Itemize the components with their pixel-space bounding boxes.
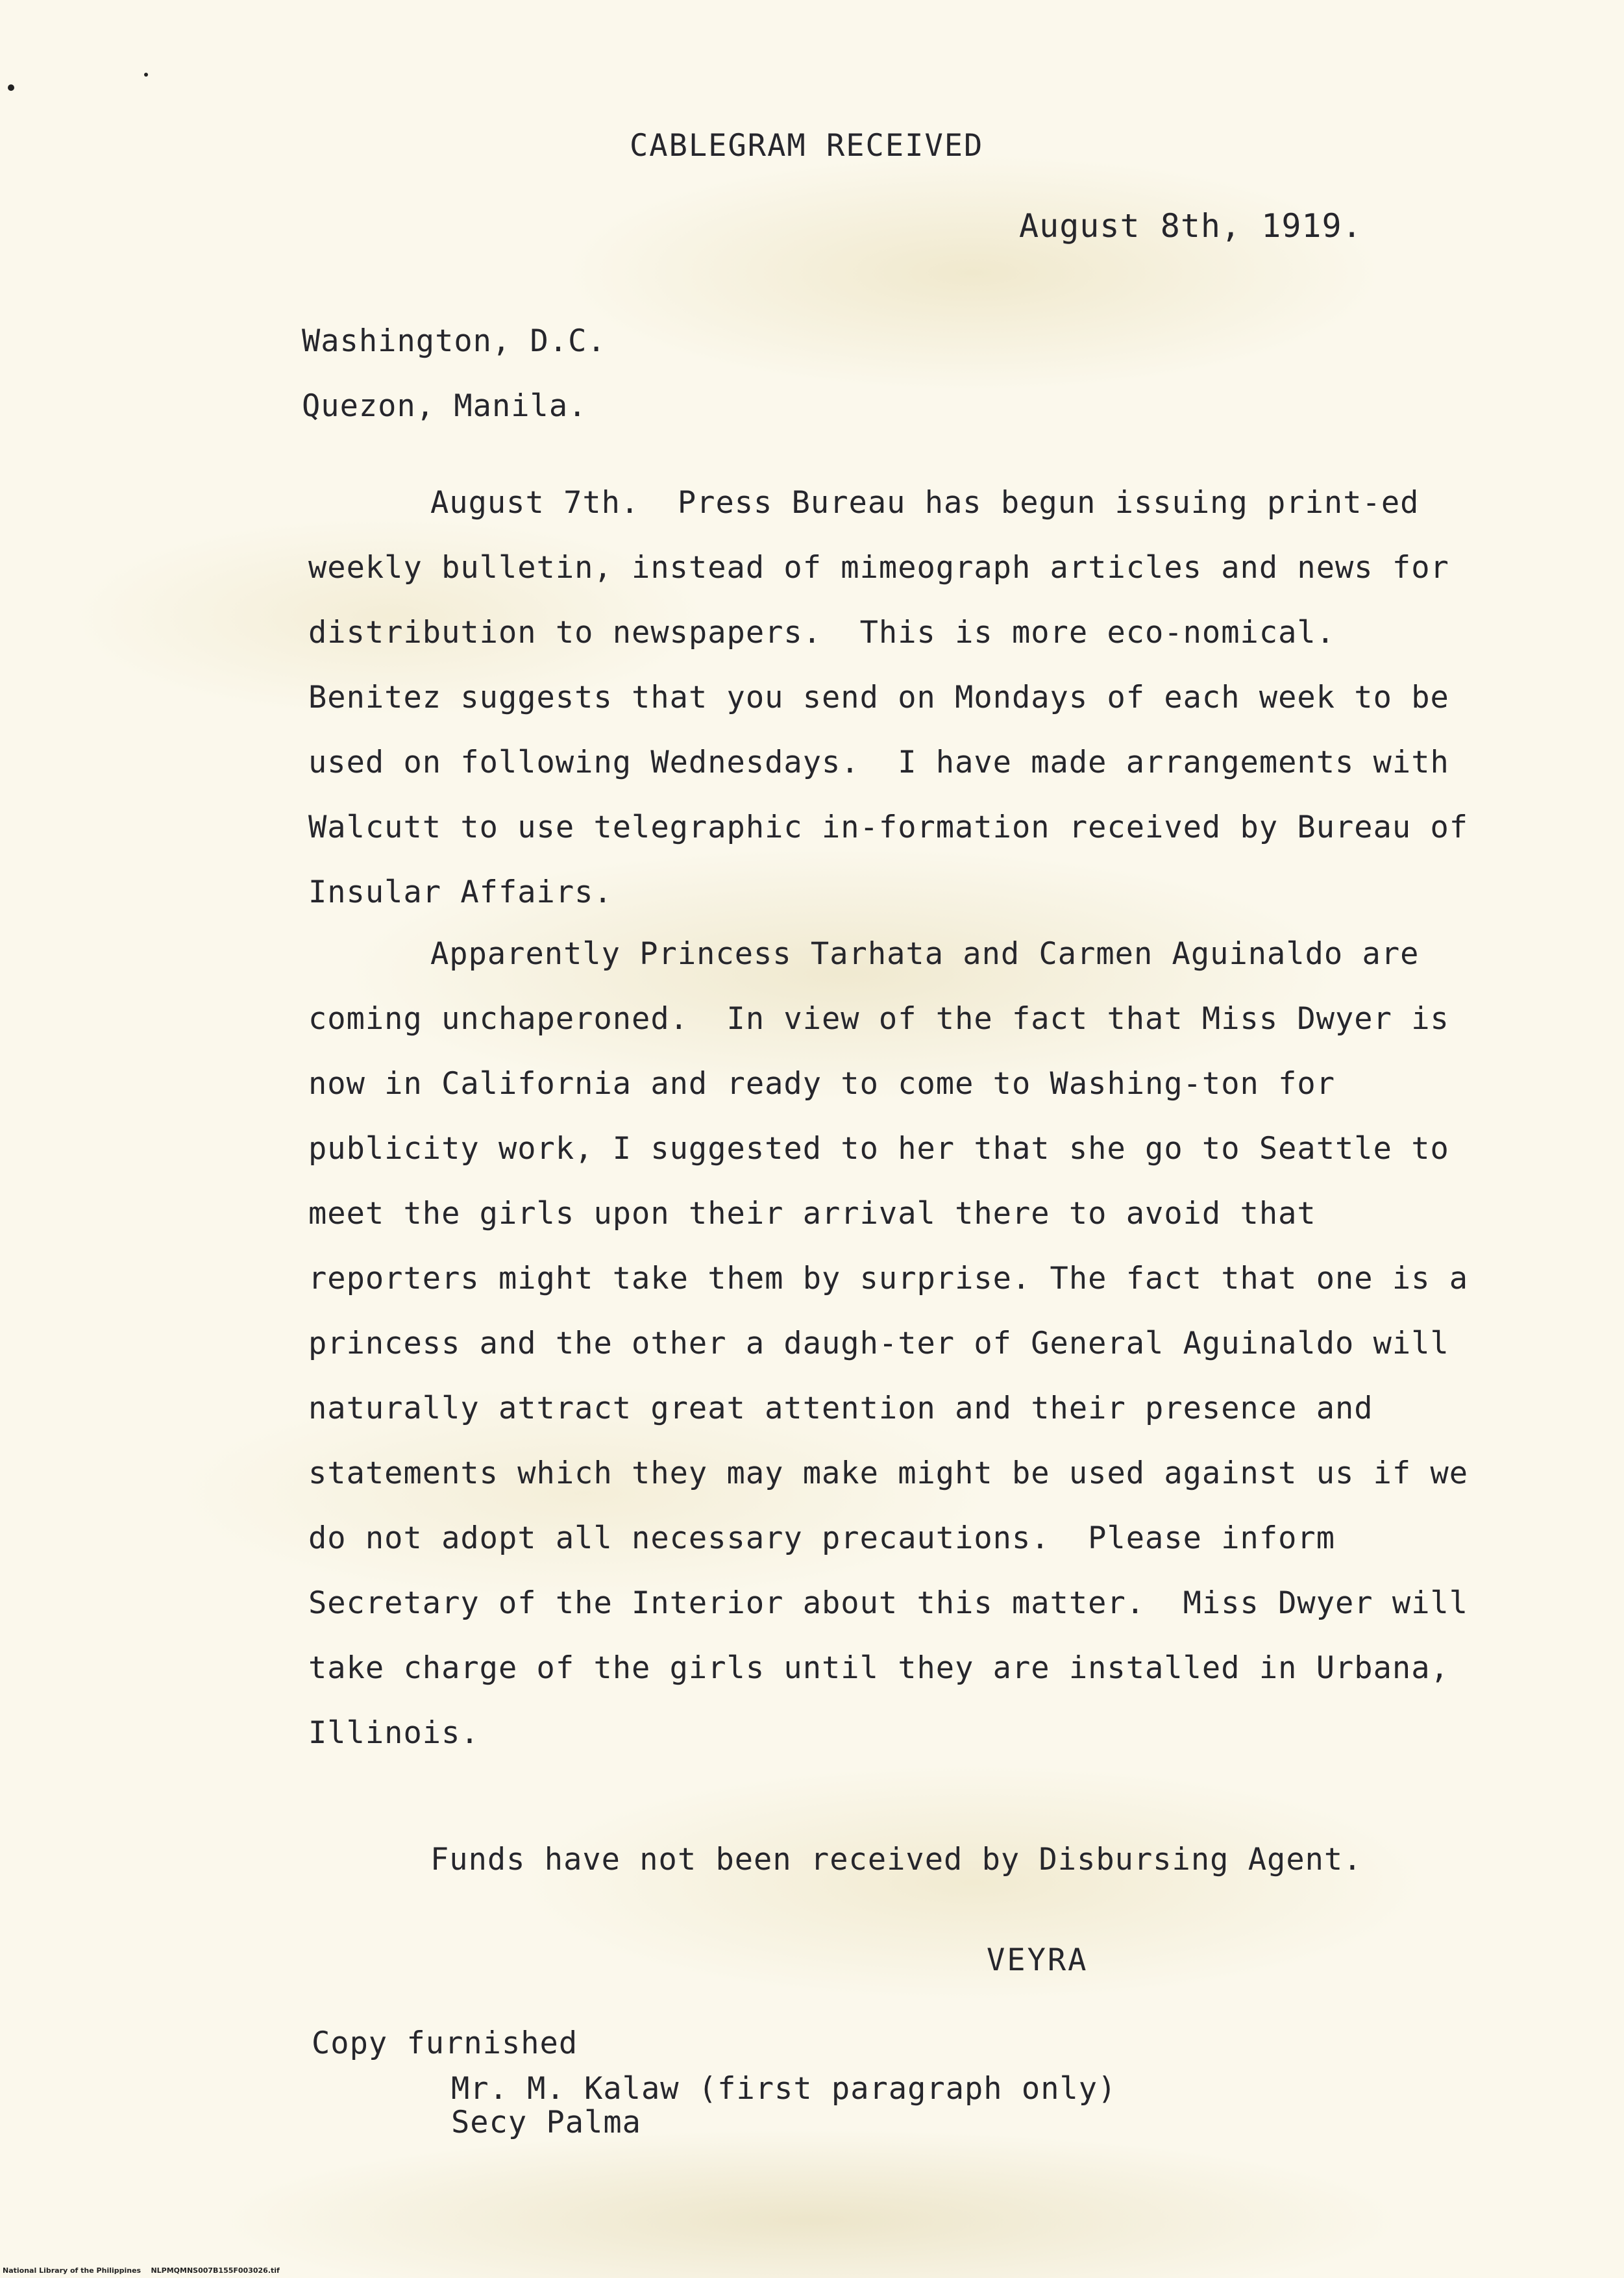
- address-line-sender: Washington, D.C.: [302, 323, 606, 359]
- body-paragraph-3: Funds have not been received by Disbursing Agent.: [430, 1842, 1362, 1877]
- signature-name: VEYRA: [987, 1942, 1089, 1978]
- footer-institution: National Library of the Philippines: [3, 2266, 141, 2275]
- copy-recipient-kalaw: Mr. M. Kalaw (first paragraph only): [451, 2071, 1117, 2107]
- body-paragraph-2: Apparently Princess Tarhata and Carmen Aguinaldo are coming unchaperoned. In view of the fact that Miss Dwyer is now in California and ready to come to Washing-ton for publicity work, I suggested to her that she go to Seattle to meet the girls upon their arrival there to avoid that reporters might take them by surprise. The fact that one is a princess and the other a daugh-ter of General Aguinaldo will naturally attract great attention and their presence and statements which they may make might be used against us if we do not adopt all necessary precautions. Please inform Secretary of the Interior about this matter. Miss Dwyer will take charge of the girls until they are installed in Urbana, Illinois.: [308, 936, 1488, 1751]
- copy-furnished-label: Copy furnished: [312, 2025, 578, 2061]
- body-paragraph-1: August 7th. Press Bureau has begun issuing print-ed weekly bulletin, instead of mimeograph articles and news for distribution to newspapers. This is more eco-nomical. Benitez suggests that you send on Mondays of each week to be used on following Wednesdays. I have made arrangements with Walcutt to use telegraphic in-formation received by Bureau of Insular Affairs.: [308, 485, 1488, 910]
- ink-speck: [8, 84, 14, 91]
- footer-file-id: NLPMQMNS007B155F003026.tif: [151, 2266, 280, 2275]
- address-line-recipient: Quezon, Manila.: [302, 388, 587, 424]
- document-heading: CABLEGRAM RECEIVED: [630, 128, 984, 164]
- archive-footer: [3, 2266, 280, 2275]
- ink-speck: [144, 73, 148, 77]
- document-date: August 8th, 1919.: [1019, 207, 1362, 245]
- copy-recipient-palma: Secy Palma: [451, 2105, 641, 2140]
